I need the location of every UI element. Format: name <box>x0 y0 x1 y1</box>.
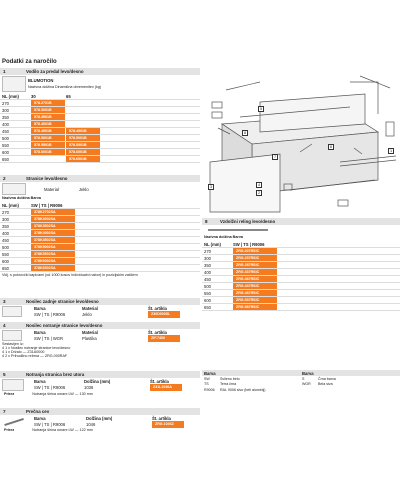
material-value: Jeklo <box>82 312 92 317</box>
article-65kg: 578.5501B <box>66 142 100 148</box>
section-2 <box>0 175 200 278</box>
col-nl: NL (mm) <box>2 202 19 208</box>
section-number: 7 <box>3 409 6 414</box>
section-5 <box>0 371 200 396</box>
nominal-length: 550 <box>2 251 9 257</box>
table-row <box>202 290 400 297</box>
section-title: Notranja stranica brez utora <box>26 372 85 377</box>
table-row <box>0 251 200 258</box>
article-65kg <box>66 100 100 106</box>
article-30kg: 578.4501B <box>31 128 65 134</box>
table-row <box>0 149 200 156</box>
legend-head-color: Barva <box>204 370 216 376</box>
article-30kg: 578.3001B <box>31 107 65 113</box>
exploded-drawer-drawing <box>200 62 398 214</box>
color-code: TS <box>204 382 209 387</box>
article-65kg: 578.6501B <box>66 156 100 162</box>
article-number: ZRG.387RSIC <box>233 276 277 282</box>
assembly-item: 4 1 x Držalo — Z31A0000 <box>2 350 45 354</box>
article-number: Z31L1036A <box>150 384 182 390</box>
article-30kg: 578.3501B <box>31 114 65 120</box>
nominal-length: 650 <box>2 156 9 162</box>
table-row <box>202 304 400 311</box>
article-number: 378K5002SA <box>31 244 75 250</box>
article-30kg: 578.5501B <box>31 142 65 148</box>
sub-header: Nazivna dolžina Barva <box>2 196 41 200</box>
article-number: 378K6502SA <box>31 265 75 271</box>
section-1-rows <box>0 100 200 163</box>
article-number: ZRG.1046Z <box>152 421 184 427</box>
callout-6: 6 <box>329 145 333 149</box>
nominal-length: 450 <box>2 128 9 134</box>
col-color: Barva <box>34 378 46 384</box>
section-title: Nosilec zadnje stranice levo/desno <box>26 299 99 304</box>
table-header <box>202 241 400 248</box>
table-row <box>0 237 200 244</box>
material-value: Jeklo <box>78 186 89 192</box>
col-color: Barva <box>34 329 46 335</box>
article-number: ZRG.337RSIC <box>233 269 277 275</box>
runner-thumbnail <box>2 76 26 92</box>
section-title: Nosilec notranje stranice levo/desno <box>26 323 103 328</box>
section-number: 3 <box>3 299 6 304</box>
nominal-length: 270 <box>204 248 211 254</box>
nominal-length: 400 <box>2 121 9 127</box>
col-65: 65 <box>66 93 71 99</box>
section-title: Vodilo za predal levo/desno <box>26 69 84 74</box>
article-30kg <box>31 156 65 162</box>
nominal-length: 400 <box>2 230 9 236</box>
table-row <box>0 100 200 107</box>
nominal-length: 600 <box>204 297 211 303</box>
color-value: SW | TS | R9006 <box>34 422 66 427</box>
article-number: 378K3002SA <box>31 216 75 222</box>
callout-2: 2 <box>257 191 261 195</box>
nominal-length: 350 <box>2 114 9 120</box>
table-row <box>202 283 400 290</box>
assembly-item: 4 1 x Nosilec notranje stranice levo/desno <box>2 346 71 350</box>
nominal-length: 550 <box>2 142 9 148</box>
table-row <box>0 216 200 223</box>
nominal-length: 350 <box>204 262 211 268</box>
nominal-length: 500 <box>2 135 9 141</box>
material-value: Plastika <box>82 336 97 341</box>
article-number: 378K2702SA <box>31 209 75 215</box>
sub-header: Nazivna dolžina Barva <box>204 235 243 239</box>
section-2-header <box>0 175 200 182</box>
article-number: Z30D000SL <box>148 311 180 317</box>
table-row <box>0 156 200 163</box>
nominal-length: 270 <box>2 100 9 106</box>
table-row <box>202 262 400 269</box>
legend-rows <box>202 376 400 393</box>
color-name: Bela siva <box>318 382 333 387</box>
table-row <box>0 128 200 135</box>
article-30kg: 578.4001B <box>31 121 65 127</box>
length-value: 1046 <box>86 422 96 427</box>
section-1 <box>0 68 200 163</box>
nominal-length: 450 <box>2 237 9 243</box>
article-number: ZRG.237RSIC <box>233 255 277 261</box>
nominal-length: 600 <box>2 149 9 155</box>
rail-thumbnail <box>208 229 268 231</box>
table-row <box>0 244 200 251</box>
legend-head-color-2: Barva <box>302 370 314 376</box>
color-code: WGR <box>302 382 311 387</box>
table-row <box>202 248 400 255</box>
table-row <box>0 258 200 265</box>
material-label: Material <box>44 186 59 192</box>
color-code: R9006 <box>204 387 215 392</box>
section-title: Vzdolžni reling levo/desno <box>220 219 276 224</box>
section-number: 5 <box>3 372 6 377</box>
article-65kg: 578.6001B <box>66 149 100 155</box>
col-material: Material <box>82 305 98 311</box>
nominal-length: 550 <box>204 290 211 296</box>
page-title: Podatki za naročilo <box>2 59 57 65</box>
legend-row <box>202 387 400 393</box>
nominal-length: 500 <box>2 244 9 250</box>
nominal-length: 270 <box>2 209 9 215</box>
article-number: 378K3502SA <box>31 223 75 229</box>
col-article: Št. artikla <box>148 305 167 311</box>
nominal-length: 450 <box>204 276 211 282</box>
nominal-length: 500 <box>204 283 211 289</box>
section-number: 8 <box>205 219 208 224</box>
section-5-header <box>0 371 200 378</box>
table-row <box>202 255 400 262</box>
cross-tube-thumbnail <box>2 416 28 428</box>
nominal-length: 400 <box>204 269 211 275</box>
article-number: ZRG.537RSIC <box>233 297 277 303</box>
callout-1: 1 <box>389 149 393 153</box>
col-nl: NL (mm) <box>204 241 221 247</box>
article-65kg: 578.5001B <box>66 135 100 141</box>
article-number: 378K4502SA <box>31 237 75 243</box>
cut-label: Prirez <box>4 392 15 396</box>
section-4 <box>0 322 200 358</box>
table-header <box>0 93 200 100</box>
color-name: Črna barva <box>318 376 336 381</box>
color-name: Terra črna <box>220 382 237 387</box>
section-7-header <box>0 408 200 415</box>
article-number: ZRG.487RSIC <box>233 290 277 296</box>
table-header <box>0 202 200 209</box>
section-3 <box>0 298 200 318</box>
table-row <box>0 135 200 142</box>
callout-7: 7 <box>273 155 277 159</box>
col-article: Št. artikla <box>152 415 171 421</box>
nominal-length: 300 <box>2 107 9 113</box>
col-color: SW | TS | R9006 <box>31 202 63 208</box>
col-article: Št. artikla <box>150 378 169 384</box>
section-number: 4 <box>3 323 6 328</box>
section-2-rows <box>0 209 200 272</box>
color-code: SW <box>204 376 210 381</box>
cut-formula: Notranja širina omare LW — 122 mm <box>32 428 93 432</box>
section-2-note: Vklj. s pokrovčki kapicami (od 1000 kosov individualni nabor) in pozicijskim zatičem <box>2 273 138 277</box>
article-65kg: 578.4501B <box>66 128 100 134</box>
callout-8: 8 <box>243 131 247 135</box>
article-number: ZIF.7400 <box>148 335 180 341</box>
holder-thumbnail <box>2 330 22 341</box>
article-number: ZRG.207RSIC <box>233 248 277 254</box>
table-row <box>202 276 400 283</box>
length-value: 1036 <box>84 385 94 390</box>
nominal-length: 300 <box>2 216 9 222</box>
table-row <box>0 107 200 114</box>
article-30kg: 578.5001B <box>31 135 65 141</box>
color-value: SW | TS | R9006 <box>34 312 66 317</box>
color-name: RAL 9006 sivo (beli aluminij) <box>220 387 266 392</box>
color-legend <box>202 370 400 393</box>
col-length: Dolžina (mm) <box>84 378 111 384</box>
cut-formula: Notranja širina omare LW — 130 mm <box>32 392 93 396</box>
table-row <box>0 121 200 128</box>
inner-panel-thumbnail <box>2 379 24 391</box>
nominal-length: 350 <box>2 223 9 229</box>
nominal-length: 600 <box>2 258 9 264</box>
assembly-item: 4 2 x Prihodilno rebrna — ZRG.000RAF <box>2 354 68 358</box>
table-row <box>0 265 200 272</box>
article-number: 378K6002SA <box>31 258 75 264</box>
nominal-length: 650 <box>2 265 9 271</box>
callout-4: 4 <box>257 183 261 187</box>
article-30kg: 578.2701B <box>31 100 65 106</box>
color-name: Svileno belo <box>220 376 240 381</box>
nominal-length: 650 <box>204 304 211 310</box>
callout-3: 3 <box>209 185 213 189</box>
nominal-length: 300 <box>204 255 211 261</box>
table-row <box>0 230 200 237</box>
sub-header: Nazivna dolžina Dinamična obremenitev (kg) <box>28 85 102 89</box>
callout-5: 5 <box>259 107 263 111</box>
table-row <box>0 209 200 216</box>
section-number: 2 <box>3 176 6 181</box>
article-65kg <box>66 107 100 113</box>
col-color: Barva <box>34 305 46 311</box>
article-65kg <box>66 121 100 127</box>
section-4-header <box>0 322 200 329</box>
table-row <box>202 297 400 304</box>
col-article: Št. artikla <box>148 329 167 335</box>
article-number: 378K5502SA <box>31 251 75 257</box>
section-7 <box>0 408 200 432</box>
color-code: S <box>302 376 305 381</box>
article-number: ZRG.437RSIC <box>233 283 277 289</box>
section-title: Prečna cev <box>26 409 50 414</box>
section-1-header <box>0 68 200 75</box>
article-number: ZRG.587RSIC <box>233 304 277 310</box>
article-number: 378K4002SA <box>31 230 75 236</box>
section-8-header <box>202 218 400 225</box>
article-65kg <box>66 114 100 120</box>
article-number: ZRG.287RSIC <box>233 262 277 268</box>
cut-label: Prirez <box>4 428 15 432</box>
col-30: 30 <box>31 93 36 99</box>
col-nl: NL (mm) <box>2 93 19 99</box>
table-row <box>202 269 400 276</box>
section-title: Stranice levo/desno <box>26 176 68 181</box>
section-8 <box>202 218 400 311</box>
section-number: 1 <box>3 69 6 74</box>
color-value: SW | TS | WGR <box>34 336 64 341</box>
col-material: Material <box>82 329 98 335</box>
col-color: SW | TS | R9006 <box>233 241 265 247</box>
brand-label: BLUMOTION <box>28 78 54 83</box>
table-row <box>0 114 200 121</box>
color-value: SW | TS | R9006 <box>34 385 66 390</box>
col-color: Barva <box>34 415 46 421</box>
assembly-label: Sestavljen iz: <box>2 342 24 346</box>
section-3-header <box>0 298 200 305</box>
section-8-rows <box>202 248 400 311</box>
side-panel-thumbnail <box>2 183 26 195</box>
bracket-thumbnail <box>2 306 22 317</box>
article-30kg: 578.6001B <box>31 149 65 155</box>
col-length: Dolžina (mm) <box>86 415 113 421</box>
table-row <box>0 142 200 149</box>
assembly-items <box>0 346 200 358</box>
table-row <box>0 223 200 230</box>
